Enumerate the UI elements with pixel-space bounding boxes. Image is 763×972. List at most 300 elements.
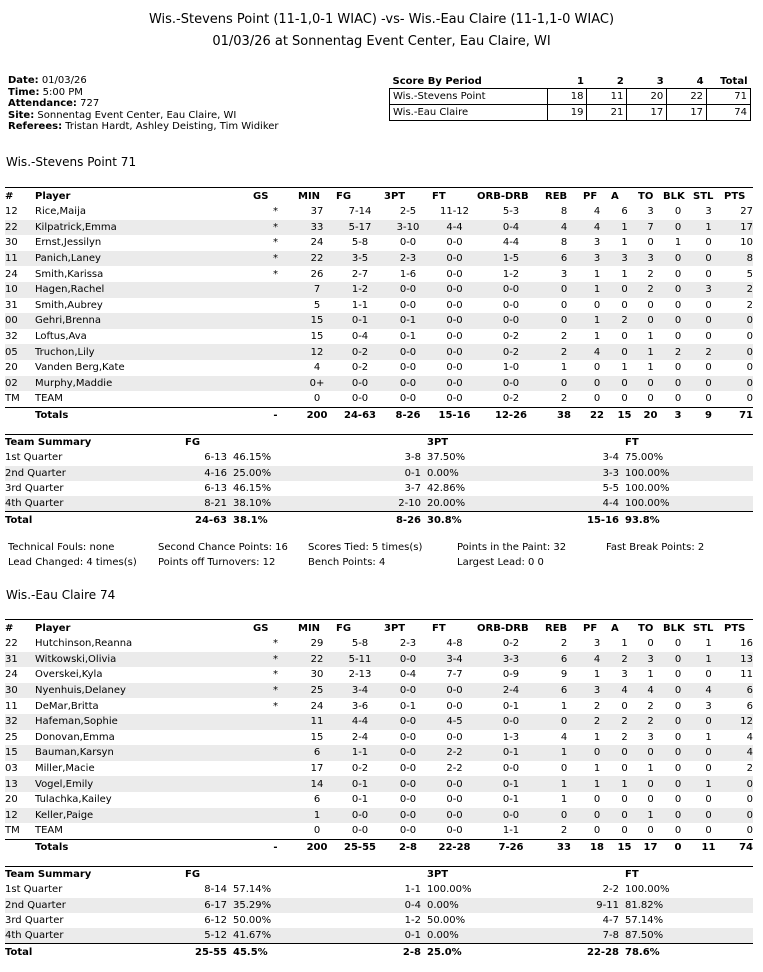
cell-orb-drb: 0-9 [502, 669, 520, 681]
score-cell: 22 [667, 89, 707, 105]
cell-pts: 0 [746, 362, 753, 374]
cell-pf: 4 [583, 220, 611, 236]
cell-reb: 4 [560, 731, 568, 743]
cell-3pt: 0-0 [399, 794, 417, 806]
cell-ft: 2-2 [432, 745, 477, 761]
score-cell: 21 [587, 105, 627, 121]
cell-player: Miller,Macie [35, 763, 95, 775]
cell-jersey: 31 [5, 299, 18, 311]
cell-player: Keller,Paige [35, 808, 253, 824]
cell-player: Gehri,Brenna [35, 313, 253, 329]
cell-gs [253, 808, 298, 824]
cell-orb-drb: 0-0 [477, 313, 545, 329]
cell-min: 29 [310, 638, 324, 650]
cell-3pt: 0-0 [399, 731, 417, 743]
cell-a: 0 [621, 393, 628, 405]
cell-orb-drb: 0-2 [502, 638, 520, 650]
totals-gs: - [253, 839, 298, 855]
cell-a: 2 [611, 652, 638, 668]
cell-blk: 0 [674, 700, 682, 712]
cell-orb-drb: 4-4 [502, 237, 520, 249]
cell-min: 22 [298, 652, 336, 668]
cell-pts: 0 [746, 825, 753, 837]
cell-stl: 0 [693, 251, 724, 267]
cell-fg: 5-17 [336, 220, 384, 236]
points-off-turnovers: Points off Turnovers: 12 [158, 557, 276, 568]
cell-pts: 4 [724, 745, 753, 761]
column-header-fg: FG [336, 620, 384, 637]
cell-3pt: 0-1 [399, 331, 417, 343]
summary-period: 1st Quarter [5, 884, 63, 896]
cell-fg: 0-2 [351, 362, 369, 374]
score-row [390, 105, 751, 121]
summary-3pt-pct: 100.00% [427, 884, 472, 896]
column-header-fg: FG [336, 188, 384, 205]
largest-lead: Largest Lead: 0 0 [457, 557, 544, 568]
totals-blk: 0 [663, 839, 693, 855]
cell-a: 6 [621, 206, 628, 218]
cell-stl: 3 [705, 700, 712, 712]
cell-blk: 0 [663, 652, 693, 668]
cell-reb: 2 [560, 331, 568, 343]
cell-blk: 0 [663, 808, 693, 824]
column-header-gs: GS [253, 620, 298, 637]
cell-fg: 3-4 [336, 683, 384, 699]
cell-pts: 16 [740, 638, 753, 650]
cell-pf: 3 [593, 638, 601, 650]
cell-jersey: 22 [5, 638, 18, 650]
cell-a: 0 [621, 331, 628, 343]
summary-fg-made: 24-63 [185, 512, 233, 528]
summary-fg-pct: 57.14% [233, 884, 272, 896]
cell-pf: 2 [583, 714, 611, 730]
summary-ft-pct: 100.00% [625, 466, 673, 481]
attendance-label: Attendance: [8, 98, 77, 109]
cell-a: 4 [611, 683, 638, 699]
cell-min: 30 [310, 669, 324, 681]
site-value: Sonnentag Event Center, Eau Claire, WI [37, 109, 237, 121]
cell-to: 0 [647, 237, 654, 249]
player-row [5, 282, 753, 298]
summary-3pt-made: 3-8 [404, 452, 421, 464]
cell-player: Panich,Laney [35, 251, 253, 267]
column-header-ft: FT [432, 620, 477, 637]
cell-to: 2 [638, 714, 663, 730]
cell-stl: 3 [705, 206, 712, 218]
cell-pf: 1 [593, 763, 601, 775]
cell-fg: 1-1 [351, 299, 369, 311]
cell-blk: 0 [663, 282, 693, 298]
cell-orb-drb: 0-2 [502, 393, 520, 405]
column-header-3pt: 3PT [384, 620, 432, 637]
cell-pts: 6 [746, 700, 753, 712]
cell-player: Hutchinson,Reanna [35, 638, 133, 650]
cell-gs [253, 823, 298, 839]
summary-ft-made: 9-11 [475, 898, 625, 913]
cell-to: 0 [638, 313, 663, 329]
cell-player: Nyenhuis,Delaney [35, 683, 253, 699]
column-header-pf: PF [583, 620, 611, 637]
column-header-pts: PTS [724, 188, 753, 205]
cell-jersey: 00 [5, 313, 35, 329]
cell-fg: 7-14 [348, 206, 372, 218]
cell-orb-drb: 0-0 [502, 299, 520, 311]
cell-gs: * [253, 652, 298, 668]
cell-gs: * [273, 237, 278, 249]
totals-fg: 25-55 [336, 839, 384, 855]
summary-ft-pct: 57.14% [625, 915, 664, 927]
referees-line [8, 121, 279, 133]
cell-a: 2 [611, 313, 638, 329]
second-chance-points: Second Chance Points: 16 [158, 542, 288, 553]
cell-fg: 3-6 [351, 700, 369, 712]
cell-stl: 0 [693, 714, 724, 730]
cell-pf: 2 [593, 700, 601, 712]
cell-a: 0 [611, 282, 638, 298]
summary-3pt-made: 0-1 [297, 466, 427, 481]
player-row [5, 344, 753, 360]
cell-a: 1 [611, 220, 638, 236]
cell-gs [253, 761, 298, 777]
referees-value: Tristan Hardt, Ashley Deisting, Tim Widiker [65, 121, 279, 132]
cell-orb-drb: 1-0 [502, 362, 520, 374]
summary-ft-pct: 100.00% [625, 496, 673, 512]
totals-reb: 33 [545, 839, 583, 855]
cell-stl: 1 [693, 776, 724, 792]
cell-reb: 6 [545, 652, 583, 668]
player-row [5, 204, 753, 220]
cell-jersey: 30 [5, 683, 35, 699]
cell-pts: 0 [746, 794, 753, 806]
cell-jersey: 32 [5, 714, 35, 730]
cell-fg: 4-4 [336, 714, 384, 730]
summary-3pt-pct: 42.86% [427, 483, 466, 495]
cell-pf: 4 [593, 206, 601, 218]
cell-pts: 0 [724, 344, 753, 360]
cell-pf: 1 [593, 731, 601, 743]
box-header-row [5, 188, 753, 205]
summary-fg-made: 8-21 [185, 496, 233, 512]
totals-3pt: 2-8 [384, 839, 432, 855]
column-header-min: MIN [298, 188, 336, 205]
cell-ft: 0-0 [446, 700, 463, 712]
cell-fg: 5-8 [351, 638, 369, 650]
player-row [5, 313, 753, 329]
cell-pf: 0 [593, 299, 601, 311]
cell-3pt: 0-0 [384, 683, 432, 699]
cell-fg: 0-2 [351, 763, 369, 775]
cell-fg: 2-13 [348, 669, 372, 681]
cell-player: TEAM [35, 825, 63, 837]
cell-min: 24 [310, 700, 324, 712]
cell-player: Ernst,Jessilyn [35, 237, 102, 249]
date-line [8, 75, 279, 87]
cell-gs: * [273, 638, 278, 650]
cell-fg: 5-8 [351, 237, 369, 249]
summary-ft-pct: 100.00% [625, 483, 670, 495]
cell-fg: 0-1 [336, 313, 384, 329]
summary-ft-pct: 75.00% [625, 452, 664, 464]
column-header-pf: PF [583, 188, 611, 205]
cell-orb-drb: 0-2 [502, 331, 520, 343]
period-header: 2 [616, 75, 624, 87]
cell-ft: 7-7 [446, 669, 463, 681]
cell-stl: 0 [705, 794, 712, 806]
score-by-period-header [390, 74, 751, 89]
player-row [5, 360, 753, 376]
cell-to: 0 [647, 638, 654, 650]
cell-fg: 0-0 [351, 825, 369, 837]
summary-3pt-made: 0-1 [297, 928, 427, 944]
cell-pf: 0 [593, 825, 601, 837]
column-header-gs: GS [253, 188, 298, 205]
column-header-jersey: # [5, 620, 35, 637]
spacer [297, 435, 427, 451]
cell-stl: 0 [705, 825, 712, 837]
cell-ft: 0-0 [432, 683, 477, 699]
summary-3pt-pct: 0.00% [427, 466, 475, 481]
summary-ft-pct: 93.8% [625, 512, 673, 528]
cell-player: Donovan,Emma [35, 731, 115, 743]
cell-gs: * [253, 683, 298, 699]
cell-player: Kilpatrick,Emma [35, 220, 253, 236]
score-cell: 17 [667, 105, 707, 121]
summary-ft-made: 15-16 [475, 512, 625, 528]
totals-gs: - [253, 407, 298, 423]
cell-jersey: TM [5, 825, 20, 837]
cell-min: 0 [313, 825, 321, 837]
totals-stl: 9 [693, 407, 724, 423]
summary-fg-pct: 46.15% [233, 452, 272, 464]
cell-pf: 0 [593, 794, 601, 806]
cell-gs [253, 376, 298, 392]
totals-blk: 3 [663, 407, 693, 423]
cell-pf: 3 [583, 683, 611, 699]
cell-fg: 0-2 [336, 344, 384, 360]
cell-a: 0 [621, 825, 628, 837]
cell-jersey: 12 [5, 808, 35, 824]
cell-stl: 0 [693, 376, 724, 392]
summary-period: 4th Quarter [5, 928, 185, 944]
cell-orb-drb: 1-2 [502, 268, 520, 280]
team-summary-table [5, 866, 753, 960]
cell-ft: 0-0 [446, 299, 463, 311]
cell-gs [253, 360, 298, 376]
column-header-orb-drb: ORB-DRB [477, 188, 545, 205]
lead-changed: Lead Changed: 4 times(s) [8, 557, 137, 568]
cell-player: Loftus,Ava [35, 331, 87, 343]
cell-min: 14 [298, 776, 336, 792]
totals-jersey [5, 839, 35, 855]
cell-to: 4 [638, 683, 663, 699]
column-header-jersey: # [5, 188, 35, 205]
cell-pf: 3 [593, 237, 601, 249]
totals-pf: 22 [583, 407, 611, 423]
cell-stl: 0 [693, 745, 724, 761]
cell-ft: 4-8 [446, 638, 463, 650]
cell-blk: 0 [674, 331, 682, 343]
summary-period: 3rd Quarter [5, 915, 64, 927]
cell-fg: 0-1 [351, 794, 369, 806]
cell-reb: 3 [560, 268, 568, 280]
cell-blk: 0 [674, 794, 682, 806]
cell-ft: 0-0 [432, 776, 477, 792]
summary-period: 4th Quarter [5, 496, 185, 512]
cell-ft: 0-0 [446, 825, 463, 837]
cell-ft: 0-0 [432, 251, 477, 267]
cell-orb-drb: 0-1 [477, 776, 545, 792]
cell-a: 1 [621, 638, 628, 650]
cell-stl: 0 [705, 331, 712, 343]
cell-jersey: 11 [5, 251, 35, 267]
cell-ft: 0-0 [432, 344, 477, 360]
points-in-paint: Points in the Paint: 32 [457, 542, 567, 553]
cell-reb: 0 [545, 376, 583, 392]
cell-min: 1 [298, 808, 336, 824]
cell-min: 22 [298, 251, 336, 267]
cell-player: Hagen,Rachel [35, 282, 253, 298]
cell-ft: 0-0 [446, 794, 463, 806]
cell-fg: 0-0 [336, 808, 384, 824]
summary-3pt-pct: 25.0% [427, 944, 475, 960]
cell-reb: 6 [545, 683, 583, 699]
game-meta [8, 75, 279, 133]
cell-3pt: 0-0 [384, 376, 432, 392]
cell-reb: 0 [545, 282, 583, 298]
cell-pf: 1 [593, 669, 601, 681]
cell-reb: 0 [560, 763, 568, 775]
spacer [297, 867, 427, 883]
player-row [5, 808, 753, 824]
column-header-pts: PTS [724, 620, 753, 637]
summary-3pt-header: 3PT [427, 435, 625, 451]
summary-ft-pct: 81.82% [625, 898, 673, 913]
cell-stl: 0 [705, 393, 712, 405]
player-row [5, 329, 753, 345]
score-row [390, 89, 751, 105]
cell-pts: 11 [740, 669, 753, 681]
cell-pts: 2 [724, 282, 753, 298]
summary-3pt-made: 1-2 [404, 915, 421, 927]
cell-3pt: 0-0 [399, 825, 417, 837]
cell-fg: 5-11 [336, 652, 384, 668]
cell-gs [253, 391, 298, 407]
cell-a: 0 [611, 376, 638, 392]
cell-jersey: 24 [5, 268, 18, 280]
summary-header-row [5, 435, 753, 451]
cell-pts: 0 [724, 776, 753, 792]
player-row [5, 745, 753, 761]
cell-ft: 0-0 [446, 393, 463, 405]
cell-to: 3 [647, 731, 654, 743]
cell-jersey: 20 [5, 794, 18, 806]
cell-pts: 12 [724, 714, 753, 730]
cell-pts: 10 [740, 237, 753, 249]
summary-fg-header: FG [185, 867, 297, 883]
summary-ft-made: 22-28 [475, 944, 625, 960]
cell-orb-drb: 1-3 [502, 731, 520, 743]
team-heading: Wis.-Stevens Point 71 [6, 155, 137, 169]
cell-3pt: 0-4 [399, 669, 417, 681]
column-header-to: TO [638, 188, 663, 205]
column-header-min: MIN [298, 620, 336, 637]
summary-fg-pct: 45.5% [233, 944, 297, 960]
player-row [5, 652, 753, 668]
box-score-table [5, 187, 753, 423]
summary-fg-pct: 41.67% [233, 928, 297, 944]
player-row [5, 636, 753, 652]
cell-jersey: 25 [5, 731, 18, 743]
cell-pts: 17 [724, 220, 753, 236]
summary-fg-made: 6-13 [204, 452, 227, 464]
site-label: Site: [8, 109, 35, 121]
cell-blk: 0 [663, 683, 693, 699]
cell-to: 0 [638, 745, 663, 761]
summary-3pt-pct: 0.00% [427, 898, 475, 913]
site-line [8, 110, 279, 122]
summary-ft-pct: 87.50% [625, 928, 673, 944]
cell-player: Smith,Karissa [35, 268, 104, 280]
cell-jersey: 30 [5, 237, 18, 249]
cell-pf: 3 [583, 251, 611, 267]
summary-header-row [5, 867, 753, 883]
cell-min: 11 [298, 714, 336, 730]
cell-stl: 1 [693, 652, 724, 668]
cell-stl: 0 [705, 362, 712, 374]
cell-blk: 0 [663, 376, 693, 392]
score-cell: 17 [627, 105, 667, 121]
box-score-table [5, 619, 753, 855]
cell-to: 3 [647, 206, 654, 218]
cell-jersey: 02 [5, 376, 35, 392]
cell-stl: 1 [705, 638, 712, 650]
cell-a: 1 [621, 362, 628, 374]
column-header-stl: STL [693, 188, 724, 205]
cell-a: 0 [621, 700, 628, 712]
cell-gs: * [253, 251, 298, 267]
cell-reb: 1 [545, 776, 583, 792]
summary-ft-header: FT [625, 435, 753, 451]
score-team: Wis.-Stevens Point [390, 89, 548, 105]
summary-fg-pct: 38.1% [233, 512, 297, 528]
cell-stl: 2 [693, 344, 724, 360]
cell-reb: 6 [545, 251, 583, 267]
cell-a: 1 [611, 776, 638, 792]
cell-pts: 8 [724, 251, 753, 267]
summary-ft-made: 4-7 [602, 915, 619, 927]
cell-stl: 0 [705, 268, 712, 280]
totals-pts: 71 [724, 407, 753, 423]
cell-player: Overskei,Kyla [35, 669, 103, 681]
cell-orb-drb: 0-0 [477, 376, 545, 392]
cell-3pt: 0-0 [399, 763, 417, 775]
totals-to: 20 [638, 407, 663, 423]
summary-row [5, 898, 753, 913]
cell-player: TEAM [35, 393, 63, 405]
cell-orb-drb: 0-1 [502, 700, 520, 712]
score-cell: 20 [627, 89, 667, 105]
totals-fg: 24-63 [336, 407, 384, 423]
cell-reb: 1 [560, 362, 568, 374]
time-line [8, 87, 279, 99]
cell-stl: 1 [693, 220, 724, 236]
column-header-blk: BLK [663, 620, 693, 637]
cell-gs [253, 730, 298, 746]
cell-3pt: 0-0 [399, 237, 417, 249]
summary-ft-made: 5-5 [602, 483, 619, 495]
attendance-line [8, 98, 279, 110]
cell-player: Vogel,Emily [35, 776, 253, 792]
